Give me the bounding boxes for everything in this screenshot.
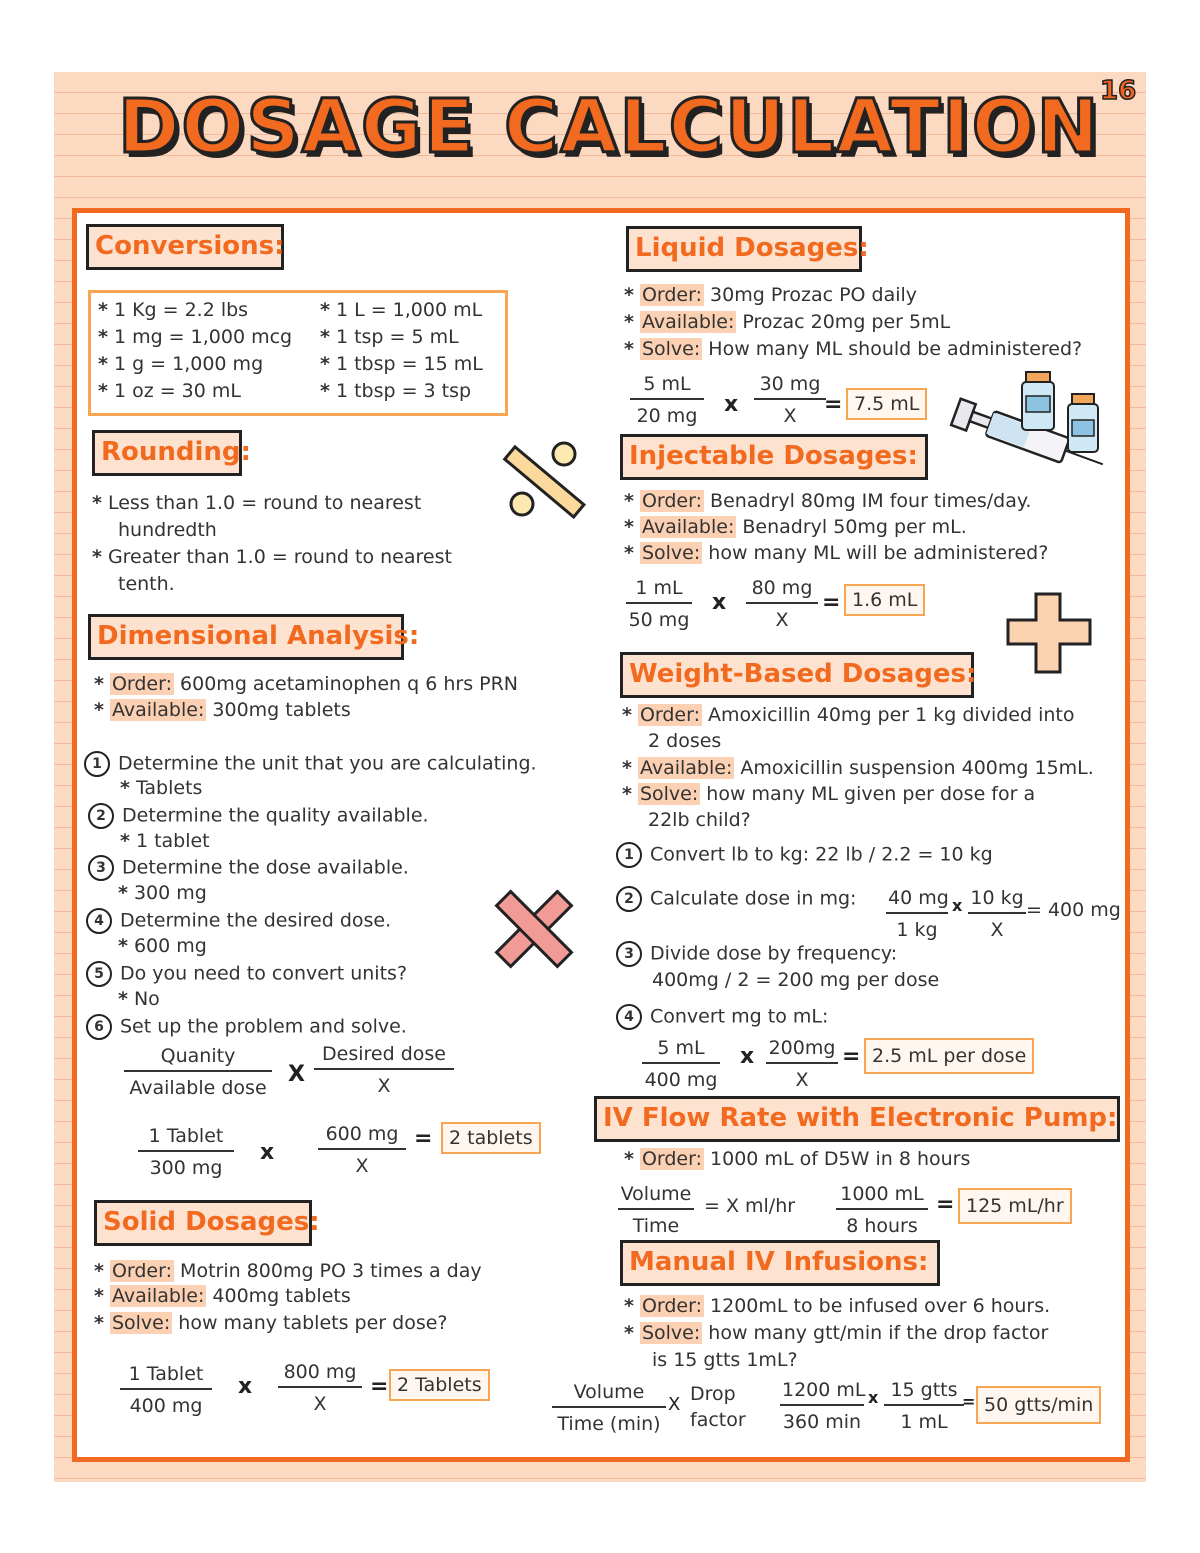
calc-fraction: 1000 mL 8 hours [836,1182,928,1238]
equals-sign: = [842,1044,861,1069]
dimensional-order: * Order: 600mg acetaminophen q 6 hrs PRN [94,673,519,695]
calc-fraction: $\frac{800 mg}{X}$ [278,1360,362,1416]
conversion-item: * 1 tsp = 5 mL [320,326,459,348]
answer-box: 50 gtts/min [976,1386,1101,1424]
percent-icon [498,438,586,520]
liquid-solve: * Solve: How many ML should be administered? [624,338,1083,360]
rounding-rule-cont: tenth. [118,573,175,595]
multiply-sign: X [668,1394,681,1415]
solid-order: * Order: Motrin 800mg PO 3 times a day [94,1260,482,1282]
answer-box: 1.6 mL [844,584,925,616]
manual-iv-header: Manual IV Infusions: [620,1240,940,1286]
multiply-sign: x [238,1374,253,1399]
answer-box: 2.5 mL per dose [864,1038,1034,1074]
iv-formula-fraction: Volume Time [618,1182,694,1238]
conversion-item: * 1 Kg = 2.2 lbs [98,299,249,321]
calc-fraction: $\frac{10 kg}{X}$ [968,886,1026,942]
weight-step-1: 1 Convert lb to kg: 22 lb / 2.2 = 10 kg [616,842,993,868]
weight-solve-cont: 22lb child? [648,809,751,831]
weight-available: * Available: Amoxicillin suspension 400mg 15mL. [622,757,1094,779]
calc-fraction: $\frac{1 mL}{50 mg}$ [626,576,692,632]
calc-fraction: 15 gtts 1 mL [884,1378,964,1434]
calc-fraction: $\frac{200mg}{X}$ [766,1036,838,1092]
conversion-item: * 1 g = 1,000 mg [98,353,264,375]
step-2-sub: * 1 tablet [120,830,210,852]
multiply-icon [486,884,582,974]
formula-fraction-desired: Desired dose X [314,1042,454,1098]
drop-factor-label: factor [690,1409,746,1431]
calc-fraction: $\frac{600 mg}{X}$ [318,1122,406,1178]
weight-step-3-cont: 400mg / 2 = 200 mg per dose [652,969,940,991]
iv-formula-result: = X ml/hr [704,1195,796,1217]
calc-fraction: $\frac{30 mg}{X}$ [754,372,826,428]
vial-icon [1018,370,1108,460]
weight-solve: * Solve: how many ML given per dose for a [622,783,1036,805]
rounding-rule-cont: hundredth [118,519,217,541]
conversions-header: Conversions: [86,224,284,270]
answer-box: 2 tablets [441,1122,541,1154]
multiply-sign: x [868,1388,879,1407]
step-5: 5 Do you need to convert units? [86,961,407,987]
manual-iv-formula-fraction: Volume Time (min) [552,1380,666,1436]
manual-iv-order: * Order: 1200mL to be infused over 6 hours. [624,1295,1051,1317]
calc-fraction: $\frac{40 mg}{1 kg}$ [888,887,949,941]
answer-box: 2 Tablets [389,1369,490,1401]
calc-fraction: 1200 mL 360 min [782,1379,866,1433]
manual-iv-solve-cont: is 15 gtts 1mL? [652,1349,798,1371]
weight-step-3: 3 Divide dose by frequency: [616,941,897,967]
weight-step-4: 4 Convert mg to mL: [616,1004,828,1030]
step-5-sub: * No [118,988,160,1010]
dimensional-available: * Available: 300mg tablets [94,699,351,721]
liquid-order: * Order: 30mg Prozac PO daily [624,284,918,306]
conversion-item: * 1 mg = 1,000 mcg [98,326,293,348]
answer-box: 7.5 mL [846,388,927,420]
step-3-sub: * 300 mg [118,882,207,904]
step-4: 4 Determine the desired dose. [86,908,391,934]
equals-sign: = [822,590,841,615]
calc-fraction: 1 Tablet 400 mg [120,1362,212,1418]
page-title: DOSAGE CALCULATION [118,84,1101,170]
multiply-sign: X [288,1062,305,1087]
drop-factor-label: Drop [690,1383,736,1405]
multiply-sign: x [712,590,727,615]
equals-sign: = [414,1126,433,1151]
multiply-sign: x [740,1044,755,1069]
rounding-rule: * Less than 1.0 = round to nearest [92,492,422,514]
multiply-sign: x [260,1140,275,1165]
liquid-dosages-header: Liquid Dosages: [626,226,862,272]
liquid-available: * Available: Prozac 20mg per 5mL [624,311,951,333]
injectable-available: * Available: Benadryl 50mg per mL. [624,516,967,538]
answer-box: 125 mL/hr [958,1188,1072,1224]
calc-fraction: $\frac{5 mL}{400 mg}$ [642,1036,720,1092]
calc-fraction: $\frac{5 mL}{20 mg}$ [630,372,704,428]
step-1: 1 Determine the unit that you are calculating. [84,751,537,777]
weight-step-2-answer: = 400 mg [1026,899,1121,921]
calc-fraction: 1 Tablet 300 mg [138,1124,234,1180]
multiply-sign: x [724,392,739,417]
calc-fraction: $\frac{80 mg}{X}$ [746,576,818,632]
injectable-dosages-header: Injectable Dosages: [620,434,928,480]
weight-based-dosages-header: Weight-Based Dosages: [620,652,974,698]
iv-pump-order: * Order: 1000 mL of D5W in 8 hours [624,1148,971,1170]
conversion-item: * 1 L = 1,000 mL [320,299,483,321]
conversion-item: * 1 tbsp = 3 tsp [320,380,472,402]
iv-flow-rate-header: IV Flow Rate with Electronic Pump: [594,1096,1120,1142]
plus-icon [1004,590,1094,676]
equals-sign: = [824,392,843,417]
rounding-rule: * Greater than 1.0 = round to nearest [92,546,452,568]
step-3: 3 Determine the dose available. [88,855,409,881]
manual-iv-solve: * Solve: how many gtt/min if the drop factor [624,1322,1049,1344]
step-1-sub: * Tablets [120,777,203,799]
page-number: 16 [1100,76,1137,106]
solid-available: * Available: 400mg tablets [94,1285,351,1307]
solid-dosages-header: Solid Dosages: [94,1200,312,1246]
weight-order-cont: 2 doses [648,730,722,752]
rounding-header: Rounding: [92,430,242,476]
injectable-solve: * Solve: how many ML will be administered? [624,542,1049,564]
step-4-sub: * 600 mg [118,935,207,957]
conversion-item: * 1 tbsp = 15 mL [320,353,483,375]
formula-fraction-quantity: Quanity Available dose [124,1044,272,1100]
weight-step-2: 2 Calculate dose in mg: [616,886,856,912]
injectable-order: * Order: Benadryl 80mg IM four times/day. [624,490,1032,512]
step-6: 6 Set up the problem and solve. [86,1014,407,1040]
multiply-sign: x [952,896,963,915]
equals-sign: = [936,1192,955,1217]
conversion-item: * 1 oz = 30 mL [98,380,241,402]
solid-solve: * Solve: how many tablets per dose? [94,1312,448,1334]
step-2: 2 Determine the quality available. [88,803,429,829]
equals-sign: = [370,1374,389,1399]
weight-order: * Order: Amoxicillin 40mg per 1 kg divided into [622,704,1075,726]
equals-sign: = [962,1392,976,1411]
dimensional-analysis-header: Dimensional Analysis: [88,614,404,660]
